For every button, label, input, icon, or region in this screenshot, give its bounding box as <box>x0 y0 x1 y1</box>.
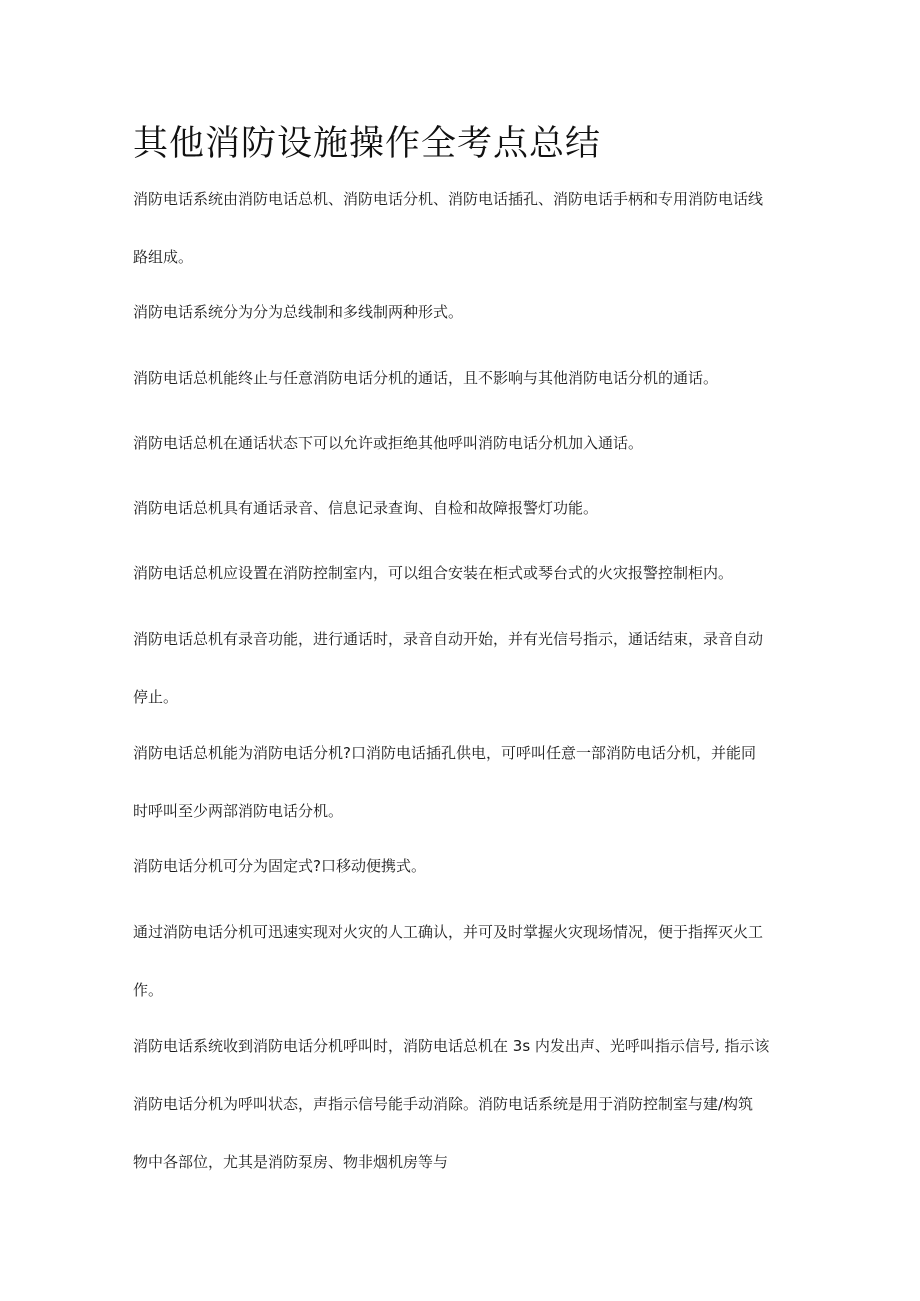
paragraph-10 <box>133 903 793 1019</box>
paragraph-line: 消防电话总机具有通话录音、信息记录查询、自检和故障报警灯功能。 <box>133 499 599 517</box>
paragraph-7 <box>133 610 793 726</box>
paragraph-line: 停止。 <box>133 688 179 706</box>
paragraph-line: 作。 <box>133 981 164 999</box>
paragraph-1 <box>133 170 793 286</box>
paragraph-line: 消防电话总机有录音功能，进行通话时，录音自动开始，并有光信号指示，通话结束，录音自动 <box>133 630 764 648</box>
paragraph-3 <box>133 349 793 407</box>
paragraph-line: 消防电话系统由消防电话总机、消防电话分机、消防电话插孔、消防电话手柄和专用消防电话线 <box>133 190 764 208</box>
paragraph-5 <box>133 479 793 537</box>
paragraph-line: 消防电话总机在通话状态下可以允许或拒绝其他呼叫消防电话分机加入通话。 <box>133 434 644 452</box>
paragraph-2 <box>133 283 793 341</box>
paragraph-line: 消防电话系统收到消防电话分机呼叫时，消防电话总机在 3s 内发出声、光呼叫指示信号, 指示该 <box>133 1037 770 1055</box>
paragraph-line: 消防电话分机为呼叫状态，声指示信号能手动消除。消防电话系统是用于消防控制室与建/构筑 <box>133 1095 754 1113</box>
paragraph-line: 消防电话系统分为分为总线制和多线制两种形式。 <box>133 303 464 321</box>
paragraph-line: 消防电话总机能终止与任意消防电话分机的通话，且不影响与其他消防电话分机的通话。 <box>133 369 719 387</box>
paragraph-line: 物中各部位，尤其是消防泵房、物非烟机房等与 <box>133 1153 449 1171</box>
document-title: 其他消防设施操作全考点总结 <box>133 124 602 164</box>
paragraph-line: 路组成。 <box>133 248 194 266</box>
paragraph-line: 通过消防电话分机可迅速实现对火灾的人工确认，并可及时掌握火灾现场情况，便于指挥灭火工 <box>133 923 764 941</box>
paragraph-4 <box>133 414 793 472</box>
paragraph-line: 消防电话分机可分为固定式?口移动便携式。 <box>133 857 426 875</box>
paragraph-line: 消防电话总机应设置在消防控制室内，可以组合安装在柜式或琴台式的火灾报警控制柜内。 <box>133 564 734 582</box>
paragraph-9 <box>133 837 793 895</box>
paragraph-line: 时呼叫至少两部消防电话分机。 <box>133 802 344 820</box>
paragraph-6 <box>133 544 793 602</box>
paragraph-line: 消防电话总机能为消防电话分机?口消防电话插孔供电，可呼叫任意一部消防电话分机，并能同 <box>133 744 756 762</box>
paragraph-8 <box>133 724 793 840</box>
paragraph-11 <box>133 1017 793 1191</box>
